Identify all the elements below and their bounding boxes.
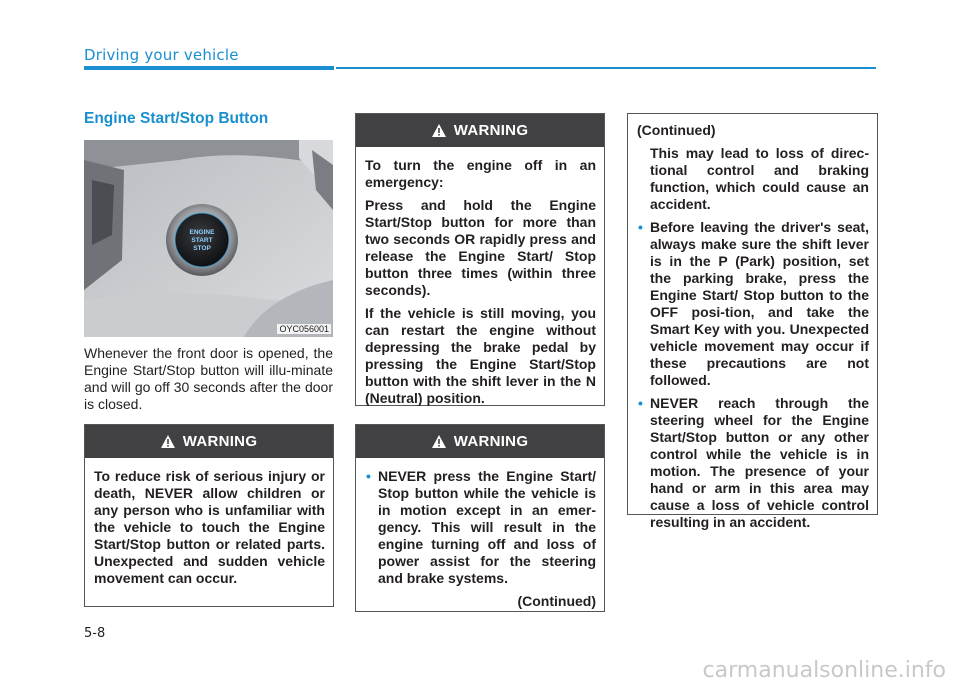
header-rule-thin bbox=[336, 67, 876, 69]
photo-caption: OYC056001 bbox=[279, 324, 329, 334]
warning-bullet bbox=[365, 468, 596, 587]
warning-text-restart: If the vehicle is still moving, you can restart the engine without depressing the brake pedal by pressing the Engine Start/Stop button with the shift lever in the N (Neutral) position. bbox=[365, 305, 596, 406]
continued-label: (Continued) bbox=[637, 122, 716, 138]
engine-label: ENGINE bbox=[189, 229, 215, 236]
warning-text: To reduce risk of serious injury or death, NEVER allow children or any person who is unfamiliar with the vehicle to touch the Engine Start/Stop button or related parts. Unexpected and sudden vehicle movement can occur. bbox=[94, 468, 325, 586]
intro-paragraph: Whenever the front door is opened, the Engine Start/Stop button will illu-minate and will go off 30 seconds after the door is closed. bbox=[84, 345, 333, 412]
warning-text-press-hold: Press and hold the Engine Start/Stop button for more than two seconds OR rapidly press and release the Engine Start/ Stop button three times (within three seconds). bbox=[365, 197, 596, 298]
warning-header bbox=[356, 114, 604, 147]
warning-box-children bbox=[84, 424, 334, 607]
dashboard-illustration bbox=[84, 140, 333, 337]
warning-title: WARNING bbox=[453, 433, 529, 450]
bullet-icon: • bbox=[638, 395, 643, 411]
bullet-icon: • bbox=[638, 219, 643, 235]
warning-box-emergency bbox=[355, 113, 605, 406]
bullet-text: NEVER reach through the steering wheel for the Engine Start/Stop button or any other control while the vehicle is in motion. The presence of your hand or arm in this area may cause a loss of vehicle control resulting in an accident. bbox=[650, 395, 869, 530]
warning-triangle-icon bbox=[432, 124, 446, 137]
engine-button-photo bbox=[84, 140, 333, 337]
warning-text-intro: To turn the engine off in an emergency: bbox=[365, 157, 596, 190]
continued-label: (Continued) bbox=[517, 593, 596, 609]
warning-bullet bbox=[637, 219, 869, 389]
warning-box-continued bbox=[627, 113, 878, 530]
warning-triangle-icon bbox=[432, 435, 446, 448]
warning-title: WARNING bbox=[182, 433, 258, 450]
start-label: START bbox=[191, 237, 213, 244]
bullet-text: Before leaving the driver's seat, always make sure the shift lever is in the P (Park) position, set the parking brake, press the Engine Start/ Stop button to the OFF posi-tion, and take the Smart Key with you. Unexpected vehicle movement may occur if these precautions are not followed. bbox=[650, 219, 869, 388]
continued-text: This may lead to loss of direc-tional control and braking function, which could cause an accident. bbox=[650, 145, 869, 212]
section-title: Driving your vehicle bbox=[84, 46, 239, 64]
warning-title: WARNING bbox=[453, 122, 529, 139]
warning-header bbox=[356, 425, 604, 458]
bullet-icon: • bbox=[366, 468, 371, 484]
warning-triangle-icon bbox=[161, 435, 175, 448]
warning-bullet bbox=[637, 395, 869, 531]
page-number: 5-8 bbox=[84, 626, 106, 641]
stop-label: STOP bbox=[193, 245, 211, 252]
bullet-text: NEVER press the Engine Start/ Stop button while the vehicle is in motion except in an emer-gency. This will result in the engine turning off and loss of power assist for the steering and brake systems. bbox=[378, 468, 596, 586]
warning-header bbox=[85, 425, 333, 458]
warning-box-motion bbox=[355, 424, 605, 612]
page-heading: Engine Start/Stop Button bbox=[84, 110, 269, 127]
header-rule-thick bbox=[84, 66, 334, 70]
watermark: carmanualsonline.info bbox=[702, 658, 946, 683]
